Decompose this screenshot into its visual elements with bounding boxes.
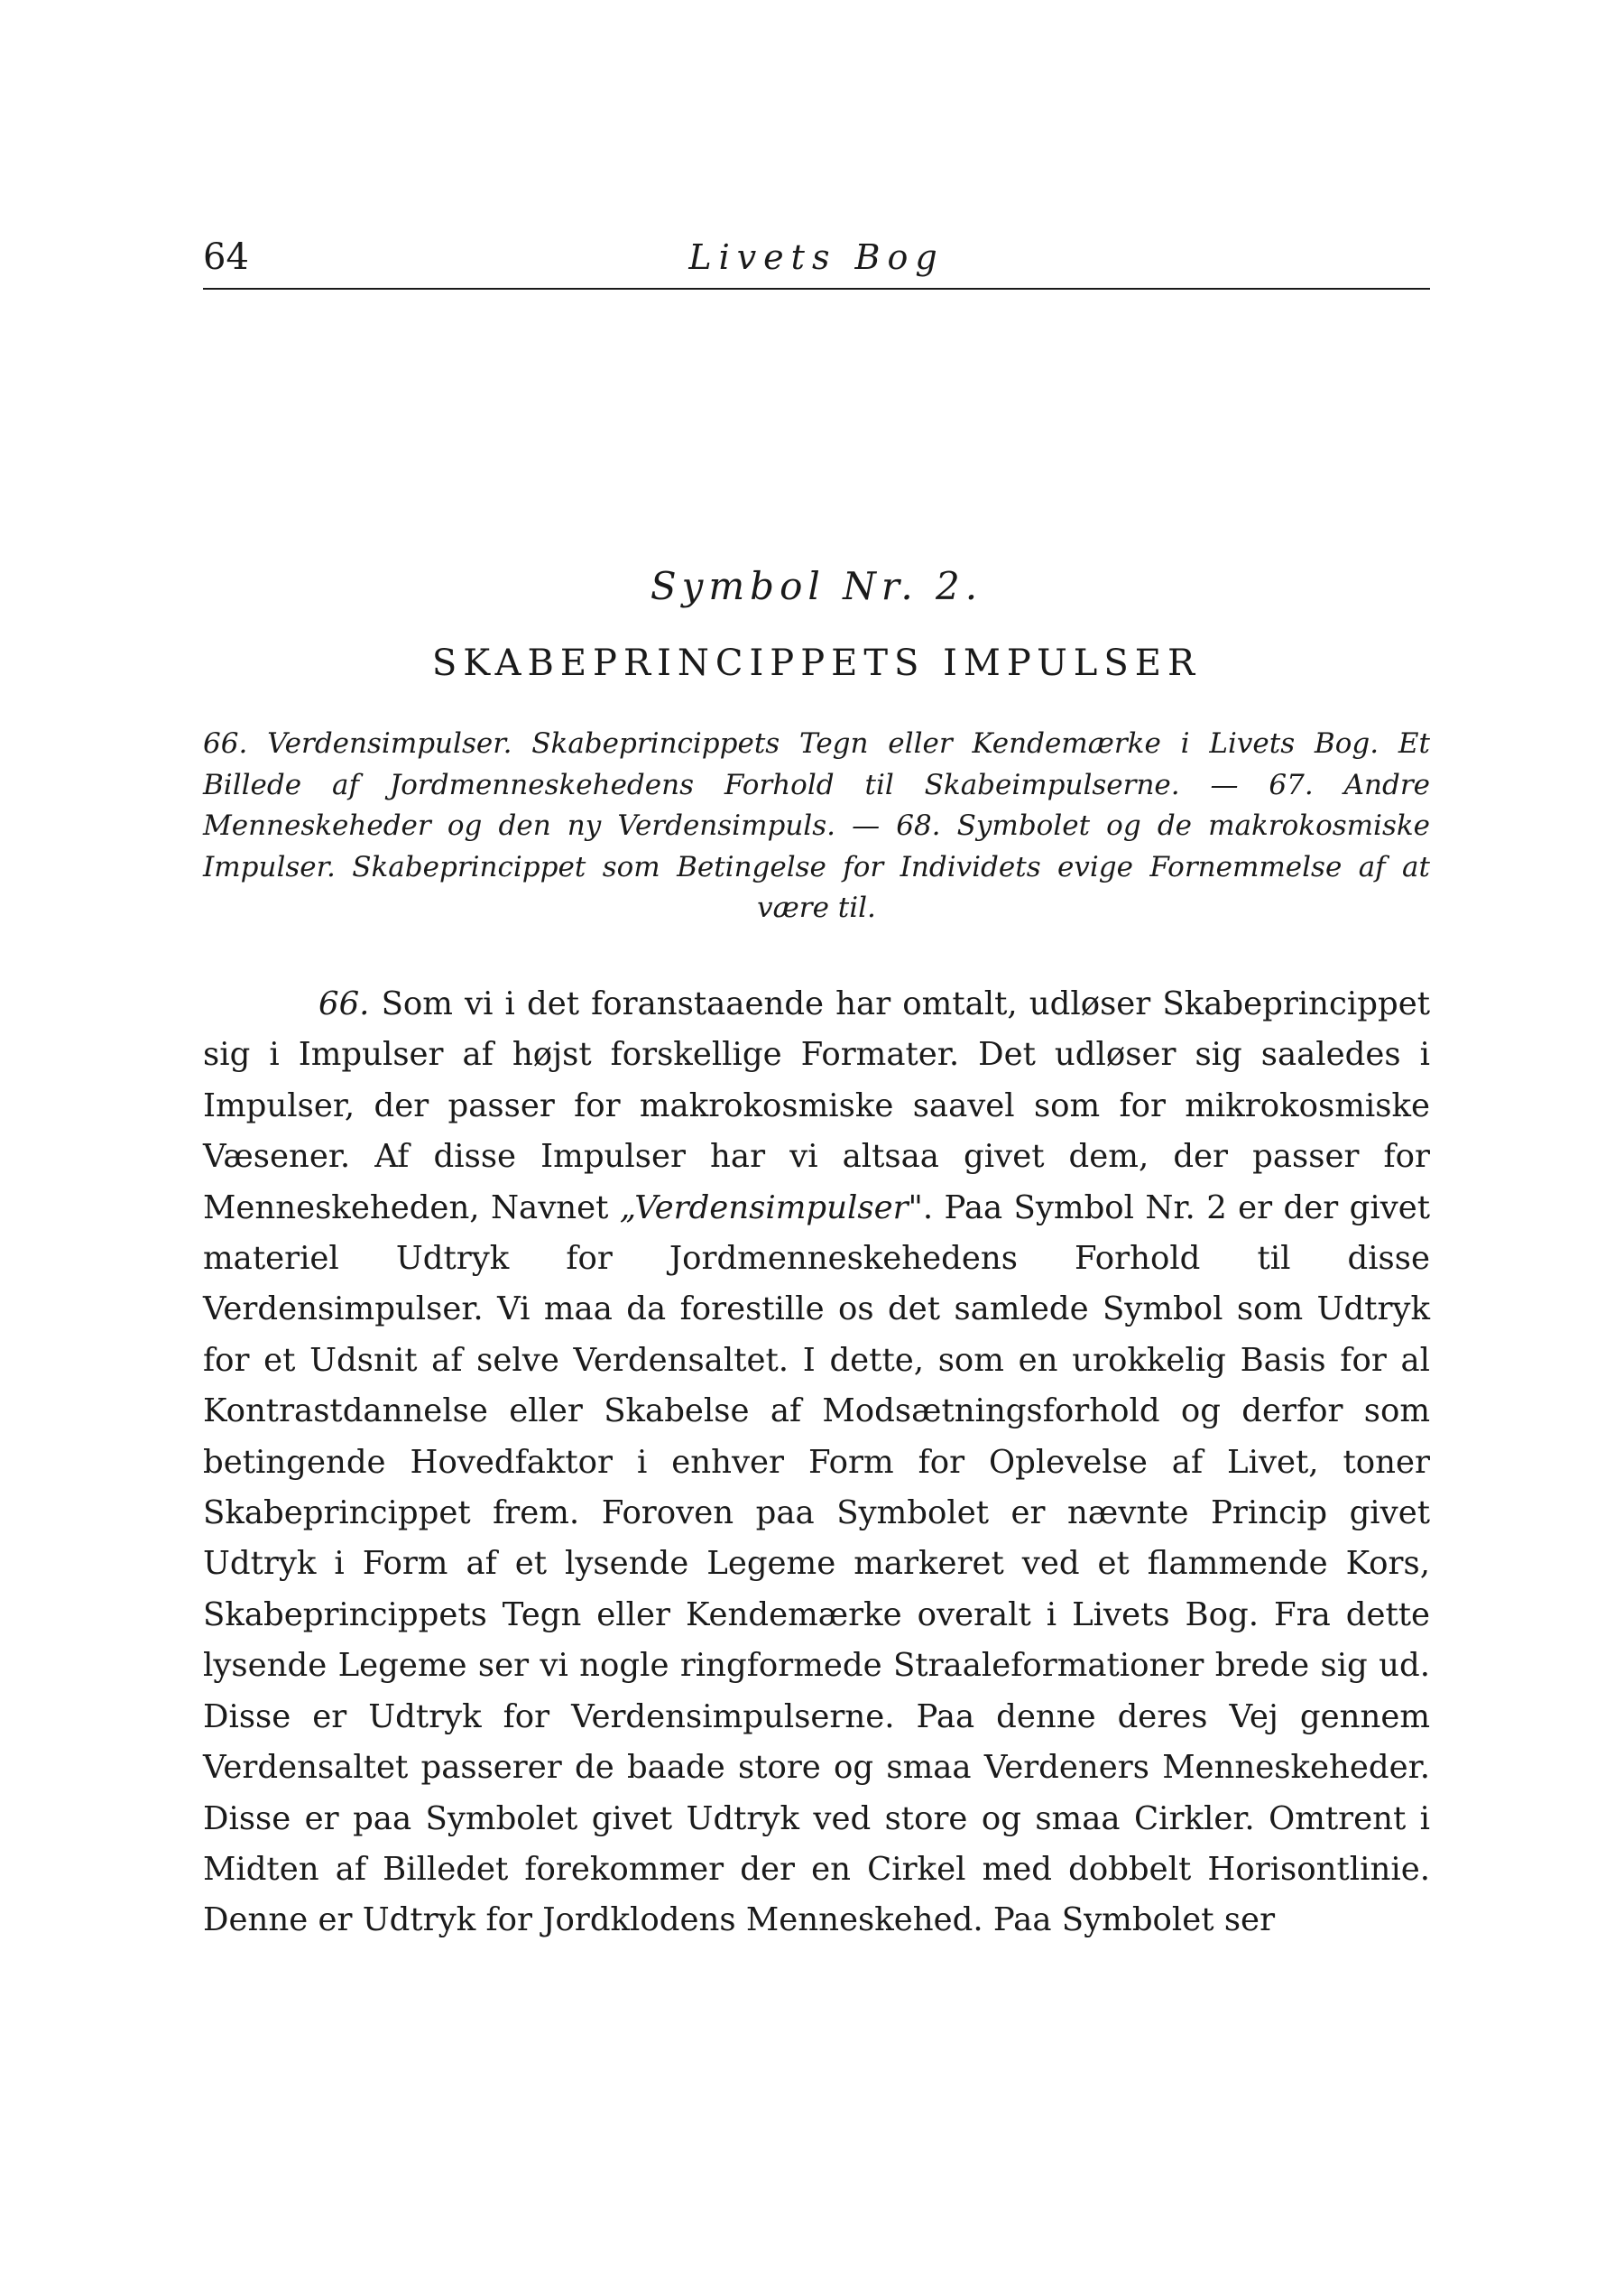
section-number: 66. <box>318 985 370 1022</box>
page-header <box>203 230 1430 284</box>
header-rule <box>203 288 1430 290</box>
chapter-summary: 66. Verdensimpulser. Skabeprincippets Tegn eller Kendemærke i Livets Bog. Et Billede af Jordmenneskehedens Forhold til Skabeimpulserne. — 67. Andre Menneskeheder og den ny Verdensimpuls. — 68. Symbolet og de makrokosmiske Impulser. Skabeprincippet som Betingelse for Individets evige Fornemmelse af at være til. <box>203 727 1430 924</box>
body-text-part-2: . Paa Symbol Nr. 2 er der givet materiel Udtryk for Jordmenneskehedens Forhold til disse Verdensimpulser. Vi maa da forestille os det samlede Symbol som Udtryk for et Udsnit af selve Verdensaltet. I dette, som en urokkelig Basis for al Kontrastdannelse eller Skabelse af Modsætningsforhold og derfor som betingende Hovedfaktor i enhver Form for Oplevelse af Livet, toner Skabeprincippet frem. Foroven paa Symbolet er nævnte Princip givet Udtryk i Form af et lysende Legeme markeret ved et flammende Kors, Skabeprincippets Tegn eller Kendemærke overalt i Livets Bog. Fra dette lysende Legeme ser vi nogle ringformede Straaleformationer brede sig ud. Disse er Udtryk for Verdensimpulserne. Paa denne deres Vej gennem Verdensaltet passerer de baade store og smaa Verdeners Menneskeheder. Disse er paa Symbolet givet Udtryk ved store og smaa Cirkler. Omtrent i Midten af Billedet forekommer der en Cirkel med dobbelt Horisontlinie. Denne er Udtryk for Jordklodens Menneskehed. Paa Symbolet ser <box>203 1188 1430 1939</box>
chapter-title: SKABEPRINCIPPETS IMPULSER <box>431 643 1202 684</box>
symbol-heading: Symbol Nr. 2. <box>650 564 983 608</box>
running-title: Livets Bog <box>688 237 945 277</box>
quoted-term: „Verdensimpulser" <box>619 1188 923 1226</box>
body-paragraph <box>203 979 1430 1946</box>
page-number: 64 <box>203 236 249 278</box>
body-text-part-1: Som vi i det foranstaaende har omtalt, udløser Skabeprincippet sig i Impulser af højst forskellige Formater. Det udløser sig saaledes i Impulser, der passer for makrokosmiske saavel som for mikrokosmiske Væsener. Af disse Impulser har vi altsaa givet dem, der passer for Menneskeheden, Navnet <box>203 985 1430 1226</box>
